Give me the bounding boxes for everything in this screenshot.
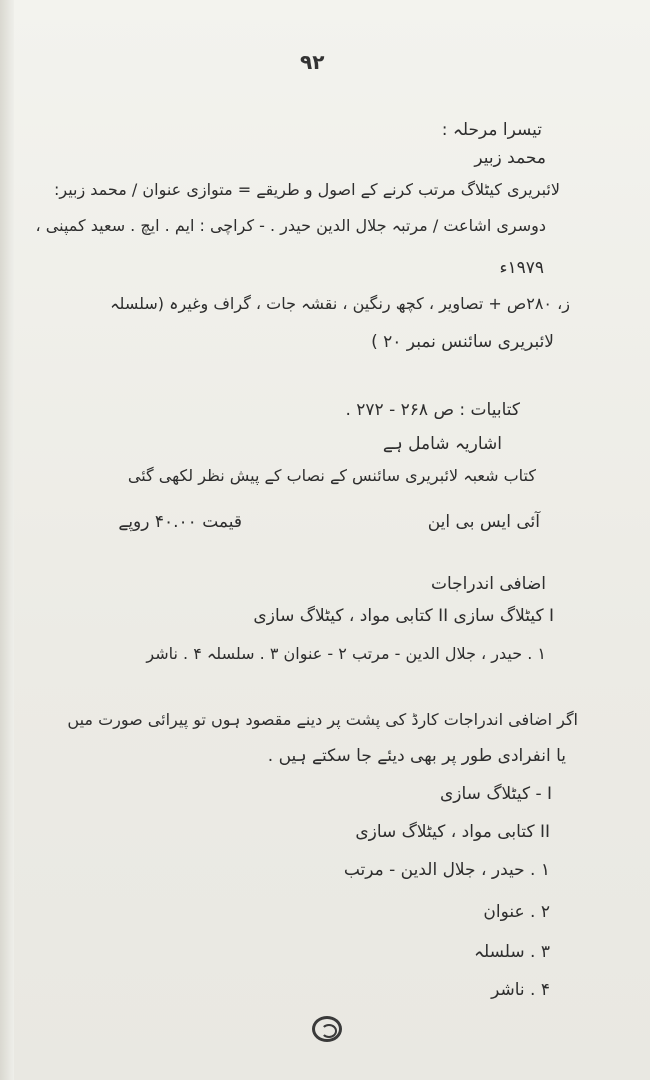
- paragraph-line-1: اگر اضافی اندراجات کارڈ کی پشت پر دینے مقصود ہوں تو پیرائی صورت میں: [67, 710, 578, 729]
- list-item-6: ۴ . ناشر: [491, 980, 550, 1000]
- year-line: ۱۹۷۹ء: [499, 258, 544, 278]
- list-item-5: ۳ . سلسلہ: [474, 942, 550, 962]
- author-line: محمد زبیر: [474, 148, 546, 168]
- subjects-line: I کیٹلاگ سازی II کتابی مواد ، کیٹلاگ سازی: [253, 606, 554, 626]
- index-line: اشاریہ شامل ہے: [382, 434, 502, 454]
- paragraph-line-2: یا انفرادی طور پر بھی دیئے جا سکتے ہیں .: [267, 746, 566, 766]
- list-item-3: ۱ . حیدر ، جلال الدین - مرتب: [343, 860, 550, 880]
- page-binding-edge: [0, 0, 14, 1080]
- page-number: ۹۲: [300, 50, 325, 74]
- stage-heading: تیسرا مرحلہ :: [441, 120, 542, 140]
- note-line: کتاب شعبہ لائبریری سائنس کے نصاب کے پیش نظر لکھی گئی: [127, 466, 536, 485]
- list-item-4: ۲ . عنوان: [483, 902, 550, 922]
- bibliography-line: کتابیات : ص ۲۶۸ - ۲۷۲ .: [345, 400, 520, 420]
- collation-line: ز، ۲۸۰ص + تصاویر ، کچھ رنگین ، نقشہ جات ، گراف وغیرہ (سلسلہ: [110, 294, 570, 313]
- list-item-2: II کتابی مواد ، کیٹلاگ سازی: [355, 822, 550, 842]
- price-label: قیمت ۴۰.۰۰ روپے: [118, 512, 242, 532]
- isbn-label: آئی ایس بی این: [427, 512, 540, 532]
- entries-line: ۱ . حیدر ، جلال الدین - مرتب ۲ - عنوان ۳ . سلسلہ ۴ . ناشر: [146, 644, 546, 663]
- title-line: لائبریری کیٹلاگ مرتب کرنے کے اصول و طریقے = متوازی عنوان / محمد زبیر:: [53, 180, 560, 199]
- page-end-mark-icon: [312, 1016, 342, 1042]
- list-item-1: I - کیٹلاگ سازی: [439, 784, 552, 804]
- edition-line: دوسری اشاعت / مرتبہ جلال الدین حیدر . - کراچی : ایم . ایچ . سعید کمپنی ،: [35, 216, 546, 235]
- series-line: لائبریری سائنس نمبر ۲۰ ): [371, 332, 554, 352]
- added-entries-heading: اضافی اندراجات: [430, 574, 546, 594]
